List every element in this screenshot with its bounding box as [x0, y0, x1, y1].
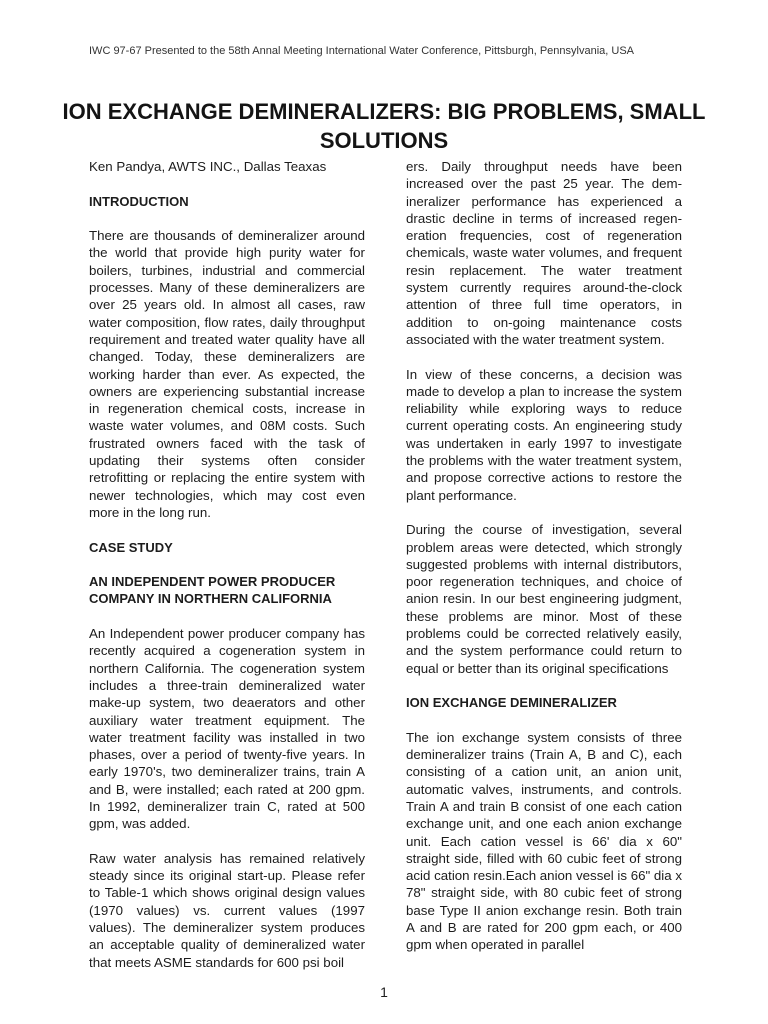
page-number: 1 — [380, 984, 388, 1000]
author-line: Ken Pandya, AWTS INC., Dallas Teaxas — [89, 159, 327, 174]
left-column — [89, 158, 365, 988]
paragraph-power-producer: An Independent power producer company has recently acquired a cogeneration system in northern California. The cogeneration system includes a three-train demineralized water make-up system, two deaerators and other auxiliary water treatment equipment. The water treatment facility was installed in two phases, over a period of twenty-five years. In early 1970's, two demineralizer trains, train A and B, were installed; each rated at 200 gpm. In 1992, demineralizer train C, rated at 500 gpm, was added. — [89, 626, 365, 832]
running-head: IWC 97-67 Presented to the 58th Annal Meeting International Water Conference, Pittsburgh, Pennsylvania, USA — [89, 45, 635, 57]
paragraph-introduction: There are thousands of demineralizer around the world that provide high purity water for boilers, turbines, industrial and commercial processes. Many of these demineralizers are over 25 years old. In almost all cases, raw water composition, flow rates, daily throughput requirement and treated water quality have all changed. Today, these demineralizers are working harder than ever. As expected, the owners are experiencing substantial increase in regeneration chemical costs, increase in waste water volumes, and 08M costs. Such frustrated owners faced with the task of updating their systems often consider retrofitting or replacing the entire system with newer technologies, which may cost even more in the long run. — [89, 228, 365, 520]
paper-title: ION EXCHANGE DEMINERALIZERS: BIG PROBLEMS, SMALL SOLUTIONS — [62, 98, 706, 153]
heading-ion-exchange-demineralizer: ION EXCHANGE DEMINERALIZER — [406, 695, 617, 711]
paragraph-trains: The ion exchange system consists of three demineralizer trains (Train A, B and C), each consisting of a cation unit, an anion unit, automatic valves, instruments, and controls. Train A and train B consist of one each cation exchange unit, and one each anion exchange unit. Each cation vessel is 66' dia x 60" straight side, filled with 60 cubic feet of strong acid cation resin.Each anion vessel is 66" dia x 78" straight side, with 80 cubic feet of strong base Type II anion exchange resin. Both train A and B are rated for 200 gpm each, or 400 gpm when operated in parallel — [406, 729, 682, 953]
right-column — [406, 158, 682, 971]
paragraph-investigation: During the course of investigation, several problem areas were detected, which strongly suggested problems with internal distributors, poor regeneration techniques, and choice of anion resin. In our best engineering judgment, these problems are minor. Most of these problems could be corrected relatively easily, and the system performance could return to equal or better than its original specifications — [406, 522, 682, 676]
heading-power-producer: AN INDEPENDENT POWER PRODUCER COMPANY IN NORTHERN CALIFORNIA — [89, 574, 336, 607]
paragraph-raw-water: Raw water analysis has remained relatively steady since its original start-up. Please refer to Table-1 which shows original design values (1970 values) vs. current values (1997 values). The demineralizer system produces an acceptable quality of demineralized water that meets ASME standards for 600 psi boil — [89, 850, 365, 970]
paragraph-continued: ers. Daily throughput needs have been increased over the past 25 year. The demineralizer performance has experienced a drastic decline in terms of increased regeneration frequencies, cost of regeneration chemicals, waste water volumes, and frequent resin replacement. The water treatment system currently requires around-the-clock attention of three full time operators, in addition to on-going maintenance costs associated with the water treatment system. — [406, 159, 682, 347]
heading-case-study: CASE STUDY — [89, 539, 173, 555]
paragraph-concerns: In view of these concerns, a decision was made to develop a plan to increase the system reliability while exploring ways to reduce current operating costs. An engineering study was undertaken in early 1997 to investigate the problems with the water treatment system, and propose corrective actions to restore the plant performance. — [406, 366, 682, 503]
heading-introduction: INTRODUCTION — [89, 193, 189, 209]
